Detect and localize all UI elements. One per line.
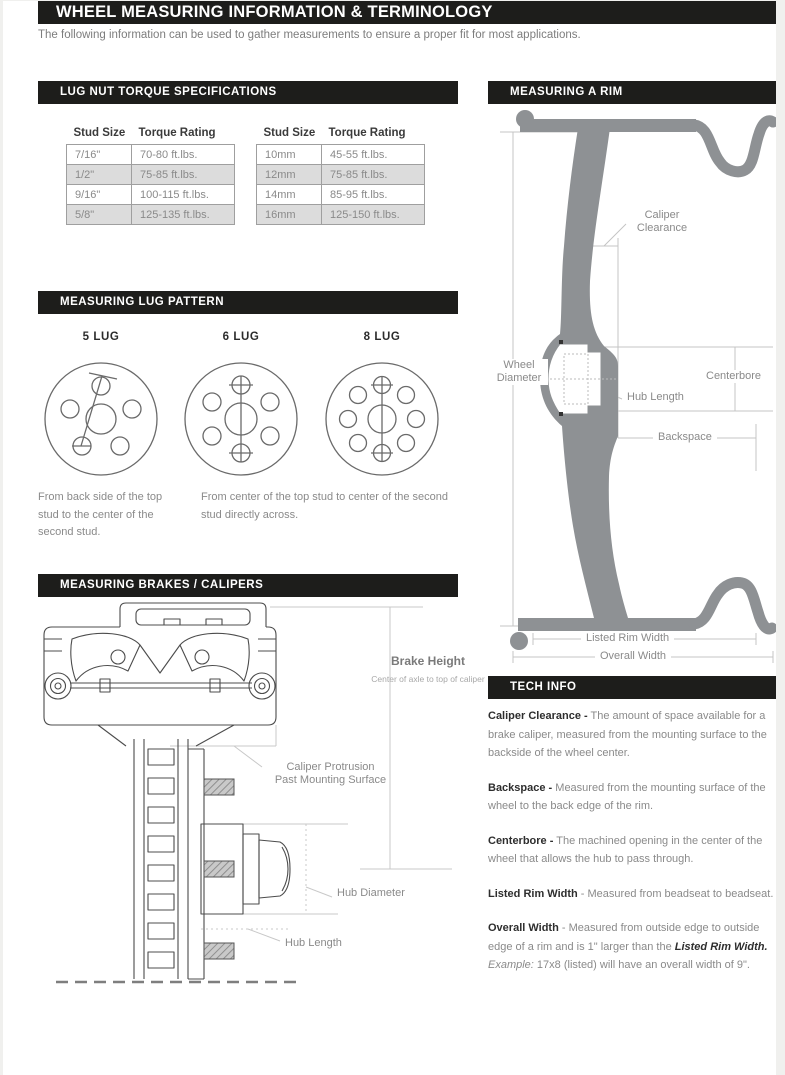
rim-caliper-clearance-label: Caliper Clearance	[636, 209, 688, 234]
tech-info-entry-overall-width: Overall Width - Measured from outside edge to outside edge of a rim and is 1" larger than the Listed Rim Width. Example: 17x8 (listed) will have an overall width of 9".	[488, 922, 768, 971]
lug-pattern-label-8: 8 LUG	[363, 331, 401, 343]
hub-diameter-label: Hub Diameter	[337, 887, 405, 899]
caliper-protrusion-label: Caliper Protrusion Past Mounting Surface	[274, 761, 387, 786]
column-header: Stud Size	[263, 127, 316, 139]
tech-info-entry-caliper-clearance: Caliper Clearance - The amount of space available for a brake caliper, measured from the mounting surface to the backside of the wheel center.	[488, 710, 767, 759]
tech-info-entry-listed-rim-width: Listed Rim Width - Measured from beadseat to beadseat.	[488, 887, 774, 900]
rim-hub-length-label: Hub Length	[627, 391, 684, 403]
lug-pattern-caption-6-8: From center of the top stud to center of the second stud directly across.	[201, 491, 449, 521]
page-title: WHEEL MEASURING INFORMATION & TERMINOLOGY	[38, 1, 776, 24]
tech-info-entry-backspace: Backspace - Measured from the mounting surface of the wheel to the back edge of the rim.	[488, 781, 766, 812]
column-header: Stud Size	[73, 127, 126, 139]
lug-pattern-caption-5: From back side of the top stud to the center of the second stud.	[38, 491, 163, 538]
brake-height-label: Brake Height	[390, 654, 466, 668]
table-row: 10mm 45-55 ft.lbs.	[257, 145, 425, 165]
table-row: 14mm 85-95 ft.lbs.	[257, 185, 425, 205]
table-row: 7/16" 70-80 ft.lbs.	[67, 145, 235, 165]
table-row: 1/2" 75-85 ft.lbs.	[67, 165, 235, 185]
lug-pattern-8-diagram	[324, 361, 440, 477]
page-subtitle: The following information can be used to gather measurements to ensure a proper fit for most applications.	[38, 29, 581, 41]
section-header-tech-info: TECH INFO	[488, 676, 776, 699]
section-header-measuring-rim: MEASURING A RIM	[488, 81, 776, 104]
section-header-lug-nut-torque: LUG NUT TORQUE SPECIFICATIONS	[38, 81, 458, 104]
lug-pattern-5-diagram	[43, 361, 159, 477]
tech-info-entry-centerbore: Centerbore - The machined opening in the center of the wheel that allows the hub to pass through.	[488, 834, 763, 865]
lug-pattern-6-diagram	[183, 361, 299, 477]
rim-backspace-label: Backspace	[653, 431, 717, 444]
rim-wheel-diameter-label: Wheel Diameter	[490, 359, 548, 385]
rim-overall-width-label: Overall Width	[595, 650, 671, 663]
rim-listed-width-label: Listed Rim Width	[581, 632, 674, 645]
hub-length-label: Hub Length	[285, 937, 342, 949]
lug-pattern-label-5: 5 LUG	[82, 331, 120, 343]
column-header: Torque Rating	[138, 127, 216, 139]
table-row: 5/8" 125-135 ft.lbs.	[67, 205, 235, 225]
brake-height-sublabel: Center of axle to top of caliper	[371, 674, 485, 684]
tech-info-body	[488, 707, 778, 991]
column-header: Torque Rating	[328, 127, 406, 139]
section-header-brakes: MEASURING BRAKES / CALIPERS	[38, 574, 458, 597]
torque-table-sae	[66, 127, 235, 225]
section-header-lug-pattern: MEASURING LUG PATTERN	[38, 291, 458, 314]
lug-pattern-label-6: 6 LUG	[222, 331, 260, 343]
table-row: 12mm 75-85 ft.lbs.	[257, 165, 425, 185]
rim-centerbore-label: Centerbore	[701, 370, 766, 383]
table-row: 9/16" 100-115 ft.lbs.	[67, 185, 235, 205]
torque-table-metric	[256, 127, 425, 225]
table-row: 16mm 125-150 ft.lbs.	[257, 205, 425, 225]
